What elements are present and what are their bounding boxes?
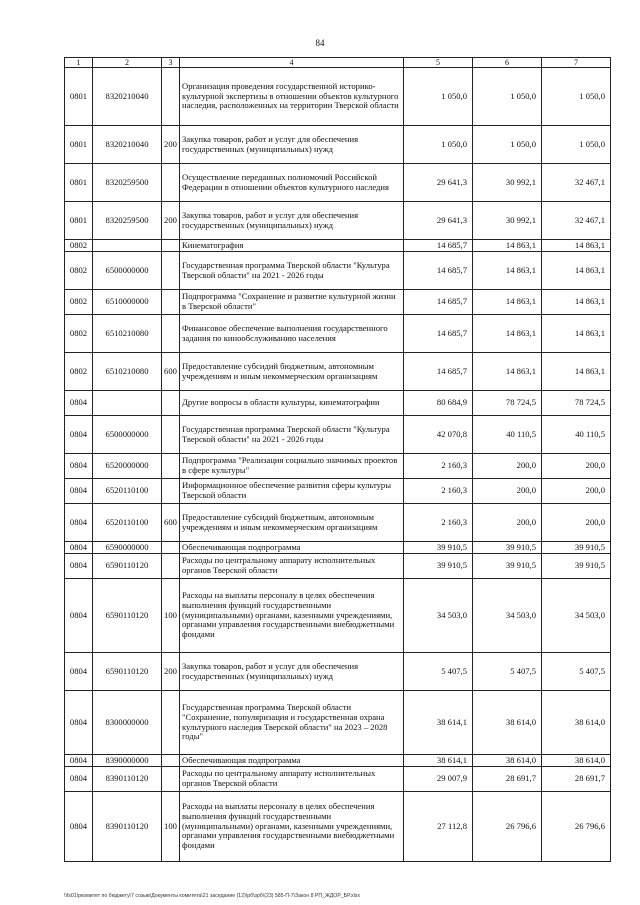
amount-col5: 39 910,5 — [404, 542, 473, 554]
amount-col6: 14 863,1 — [473, 240, 542, 252]
expense-type: 600 — [162, 504, 180, 542]
item-name: Осуществление переданных полномочий Российской Федерации в отношении объектов культурного наследия — [180, 164, 404, 202]
table-row — [65, 315, 611, 353]
section-code: 0804 — [65, 792, 93, 862]
target-article: 6520110100 — [93, 479, 162, 504]
expense-type — [162, 767, 180, 792]
amount-col7: 14 863,1 — [542, 290, 611, 315]
amount-col6: 30 992,1 — [473, 202, 542, 240]
section-code: 0804 — [65, 542, 93, 554]
amount-col6: 39 910,5 — [473, 554, 542, 579]
item-name: Организация проведения государственной историко-культурной экспертизы в отношении объектов культурного наследия, расположенных на территории Тверской области — [180, 68, 404, 126]
table-row — [65, 290, 611, 315]
table-row — [65, 479, 611, 504]
amount-col6: 14 863,1 — [473, 290, 542, 315]
amount-col7: 14 863,1 — [542, 240, 611, 252]
column-number: 1 — [65, 58, 93, 68]
amount-col6: 14 863,1 — [473, 315, 542, 353]
section-code: 0804 — [65, 653, 93, 691]
amount-col6: 28 691,7 — [473, 767, 542, 792]
section-code: 0801 — [65, 164, 93, 202]
expense-type: 100 — [162, 792, 180, 862]
section-code: 0802 — [65, 315, 93, 353]
table-row — [65, 755, 611, 767]
expense-type — [162, 755, 180, 767]
amount-col5: 5 407,5 — [404, 653, 473, 691]
amount-col7: 40 110,5 — [542, 416, 611, 454]
item-name: Закупка товаров, работ и услуг для обеспечения государственных (муниципальных) нужд — [180, 126, 404, 164]
amount-col7: 78 724,5 — [542, 391, 611, 416]
expense-type: 200 — [162, 126, 180, 164]
amount-col5: 38 614,1 — [404, 755, 473, 767]
expense-type — [162, 290, 180, 315]
amount-col5: 42 070,8 — [404, 416, 473, 454]
table-row — [65, 691, 611, 755]
amount-col6: 1 050,0 — [473, 126, 542, 164]
section-code: 0804 — [65, 579, 93, 653]
amount-col7: 34 503,0 — [542, 579, 611, 653]
amount-col6: 1 050,0 — [473, 68, 542, 126]
target-article — [93, 240, 162, 252]
item-name: Обеспечивающая подпрограмма — [180, 755, 404, 767]
expense-type: 600 — [162, 353, 180, 391]
amount-col7: 1 050,0 — [542, 126, 611, 164]
item-name: Государственная программа Тверской области "Культура Тверской области" на 2021 - 2026 годы — [180, 416, 404, 454]
expense-type — [162, 164, 180, 202]
table-row — [65, 542, 611, 554]
column-number: 6 — [473, 58, 542, 68]
target-article: 8390110120 — [93, 792, 162, 862]
amount-col7: 200,0 — [542, 504, 611, 542]
item-name: Государственная программа Тверской области "Сохранение, популяризация и государственная охрана культурного наследия Тверской области" на 2023 – 2028 годы" — [180, 691, 404, 755]
section-code: 0804 — [65, 454, 93, 479]
target-article: 6520000000 — [93, 454, 162, 479]
table-row — [65, 792, 611, 862]
amount-col5: 29 641,3 — [404, 202, 473, 240]
table-row — [65, 504, 611, 542]
section-code: 0804 — [65, 479, 93, 504]
item-name: Подпрограмма "Сохранение и развитие культурной жизни в Тверской области" — [180, 290, 404, 315]
amount-col7: 32 467,1 — [542, 164, 611, 202]
amount-col6: 200,0 — [473, 479, 542, 504]
expense-type — [162, 391, 180, 416]
section-code: 0804 — [65, 391, 93, 416]
section-code: 0804 — [65, 767, 93, 792]
target-article: 8320210040 — [93, 68, 162, 126]
page-number: 84 — [315, 38, 325, 48]
amount-col5: 39 910,5 — [404, 554, 473, 579]
expense-type: 200 — [162, 202, 180, 240]
item-name: Финансовое обеспечение выполнения государственного задания по кинообслуживанию населения — [180, 315, 404, 353]
target-article: 8320210040 — [93, 126, 162, 164]
amount-col7: 39 910,5 — [542, 554, 611, 579]
expense-type — [162, 542, 180, 554]
section-code: 0804 — [65, 554, 93, 579]
expense-type — [162, 691, 180, 755]
target-article: 8320259500 — [93, 202, 162, 240]
amount-col6: 14 863,1 — [473, 353, 542, 391]
amount-col7: 14 863,1 — [542, 353, 611, 391]
expense-type — [162, 479, 180, 504]
expense-type — [162, 315, 180, 353]
table-row — [65, 391, 611, 416]
amount-col6: 200,0 — [473, 454, 542, 479]
amount-col6: 78 724,5 — [473, 391, 542, 416]
expense-type — [162, 454, 180, 479]
section-code: 0801 — [65, 202, 93, 240]
amount-col6: 30 992,1 — [473, 164, 542, 202]
expense-type — [162, 240, 180, 252]
item-name: Предоставление субсидий бюджетным, автономным учреждениям и иным некоммерческим организациям — [180, 353, 404, 391]
table-body — [65, 68, 611, 862]
section-code: 0801 — [65, 68, 93, 126]
amount-col7: 32 467,1 — [542, 202, 611, 240]
table-row — [65, 454, 611, 479]
section-code: 0804 — [65, 416, 93, 454]
target-article: 6510210080 — [93, 315, 162, 353]
table-row — [65, 202, 611, 240]
expense-type: 100 — [162, 579, 180, 653]
amount-col7: 200,0 — [542, 479, 611, 504]
column-number: 2 — [93, 58, 162, 68]
amount-col7: 200,0 — [542, 454, 611, 479]
section-code: 0802 — [65, 240, 93, 252]
expense-type — [162, 554, 180, 579]
expense-type: 200 — [162, 653, 180, 691]
item-name: Расходы по центральному аппарату исполнительных органов Тверской области — [180, 767, 404, 792]
amount-col5: 14 685,7 — [404, 315, 473, 353]
column-number: 7 — [542, 58, 611, 68]
amount-col7: 14 863,1 — [542, 315, 611, 353]
section-code: 0804 — [65, 691, 93, 755]
amount-col5: 14 685,7 — [404, 290, 473, 315]
amount-col5: 1 050,0 — [404, 126, 473, 164]
budget-table — [64, 57, 611, 862]
item-name: Расходы по центральному аппарату исполнительных органов Тверской области — [180, 554, 404, 579]
item-name: Предоставление субсидий бюджетным, автономным учреждениям и иным некоммерческим организациям — [180, 504, 404, 542]
amount-col5: 38 614,1 — [404, 691, 473, 755]
amount-col7: 28 691,7 — [542, 767, 611, 792]
table-row — [65, 416, 611, 454]
target-article: 6520110100 — [93, 504, 162, 542]
amount-col5: 2 160,3 — [404, 479, 473, 504]
amount-col5: 29 007,9 — [404, 767, 473, 792]
target-article: 8390110120 — [93, 767, 162, 792]
expense-type — [162, 252, 180, 290]
table-row — [65, 126, 611, 164]
amount-col5: 14 685,7 — [404, 240, 473, 252]
item-name: Обеспечивающая подпрограмма — [180, 542, 404, 554]
amount-col7: 5 407,5 — [542, 653, 611, 691]
column-number: 4 — [180, 58, 404, 68]
target-article: 6590110120 — [93, 554, 162, 579]
target-article: 6500000000 — [93, 416, 162, 454]
amount-col7: 39 910,5 — [542, 542, 611, 554]
file-path-footer: \\fs01\ркомитет по бюджету\7 созыв\Документы комитета\21 заседание (12)\рб\зрб\(23) 585-П-7\Закон 8 РП_ЖДОР_БР.xlsx — [64, 893, 360, 899]
amount-col7: 14 863,1 — [542, 252, 611, 290]
target-article — [93, 391, 162, 416]
amount-col5: 1 050,0 — [404, 68, 473, 126]
section-code: 0804 — [65, 755, 93, 767]
target-article: 6590110120 — [93, 579, 162, 653]
column-number-row — [65, 58, 611, 68]
table-row — [65, 767, 611, 792]
item-name: Закупка товаров, работ и услуг для обеспечения государственных (муниципальных) нужд — [180, 202, 404, 240]
amount-col5: 34 503,0 — [404, 579, 473, 653]
section-code: 0801 — [65, 126, 93, 164]
item-name: Закупка товаров, работ и услуг для обеспечения государственных (муниципальных) нужд — [180, 653, 404, 691]
amount-col6: 26 796,6 — [473, 792, 542, 862]
item-name: Расходы на выплаты персоналу в целях обеспечения выполнения функций государственными (муниципальными) органами, казенными учреждениями, органами управления государственными внебюджетными фондами — [180, 792, 404, 862]
target-article: 6500000000 — [93, 252, 162, 290]
section-code: 0802 — [65, 353, 93, 391]
expense-type — [162, 416, 180, 454]
amount-col5: 2 160,3 — [404, 504, 473, 542]
amount-col6: 5 407,5 — [473, 653, 542, 691]
amount-col6: 38 614,0 — [473, 755, 542, 767]
amount-col7: 38 614,0 — [542, 755, 611, 767]
target-article: 6510000000 — [93, 290, 162, 315]
item-name: Кинематография — [180, 240, 404, 252]
section-code: 0804 — [65, 504, 93, 542]
amount-col5: 29 641,3 — [404, 164, 473, 202]
table-row — [65, 653, 611, 691]
expense-type — [162, 68, 180, 126]
item-name: Другие вопросы в области культуры, кинематографии — [180, 391, 404, 416]
item-name: Подпрограмма "Реализация социально значимых проектов в сфере культуры" — [180, 454, 404, 479]
section-code: 0802 — [65, 290, 93, 315]
target-article: 8390000000 — [93, 755, 162, 767]
amount-col7: 38 614,0 — [542, 691, 611, 755]
amount-col6: 38 614,0 — [473, 691, 542, 755]
amount-col5: 2 160,3 — [404, 454, 473, 479]
amount-col5: 27 112,8 — [404, 792, 473, 862]
amount-col5: 14 685,7 — [404, 353, 473, 391]
target-article: 8300000000 — [93, 691, 162, 755]
target-article: 6590110120 — [93, 653, 162, 691]
table-row — [65, 579, 611, 653]
table-row — [65, 554, 611, 579]
amount-col6: 200,0 — [473, 504, 542, 542]
target-article: 6590000000 — [93, 542, 162, 554]
table-row — [65, 240, 611, 252]
amount-col7: 26 796,6 — [542, 792, 611, 862]
table-row — [65, 164, 611, 202]
amount-col6: 14 863,1 — [473, 252, 542, 290]
target-article: 6510210080 — [93, 353, 162, 391]
amount-col5: 80 684,9 — [404, 391, 473, 416]
amount-col6: 40 110,5 — [473, 416, 542, 454]
table-row — [65, 68, 611, 126]
target-article: 8320259500 — [93, 164, 162, 202]
amount-col7: 1 050,0 — [542, 68, 611, 126]
table-row — [65, 353, 611, 391]
column-number: 3 — [162, 58, 180, 68]
amount-col6: 34 503,0 — [473, 579, 542, 653]
amount-col6: 39 910,5 — [473, 542, 542, 554]
section-code: 0802 — [65, 252, 93, 290]
item-name: Расходы на выплаты персоналу в целях обеспечения выполнения функций государственными (муниципальными) органами, казенными учреждениями, органами управления государственными внебюджетными фондами — [180, 579, 404, 653]
column-number: 5 — [404, 58, 473, 68]
table-row — [65, 252, 611, 290]
item-name: Государственная программа Тверской области "Культура Тверской области" на 2021 - 2026 годы — [180, 252, 404, 290]
item-name: Информационное обеспечение развития сферы культуры Тверской области — [180, 479, 404, 504]
amount-col5: 14 685,7 — [404, 252, 473, 290]
